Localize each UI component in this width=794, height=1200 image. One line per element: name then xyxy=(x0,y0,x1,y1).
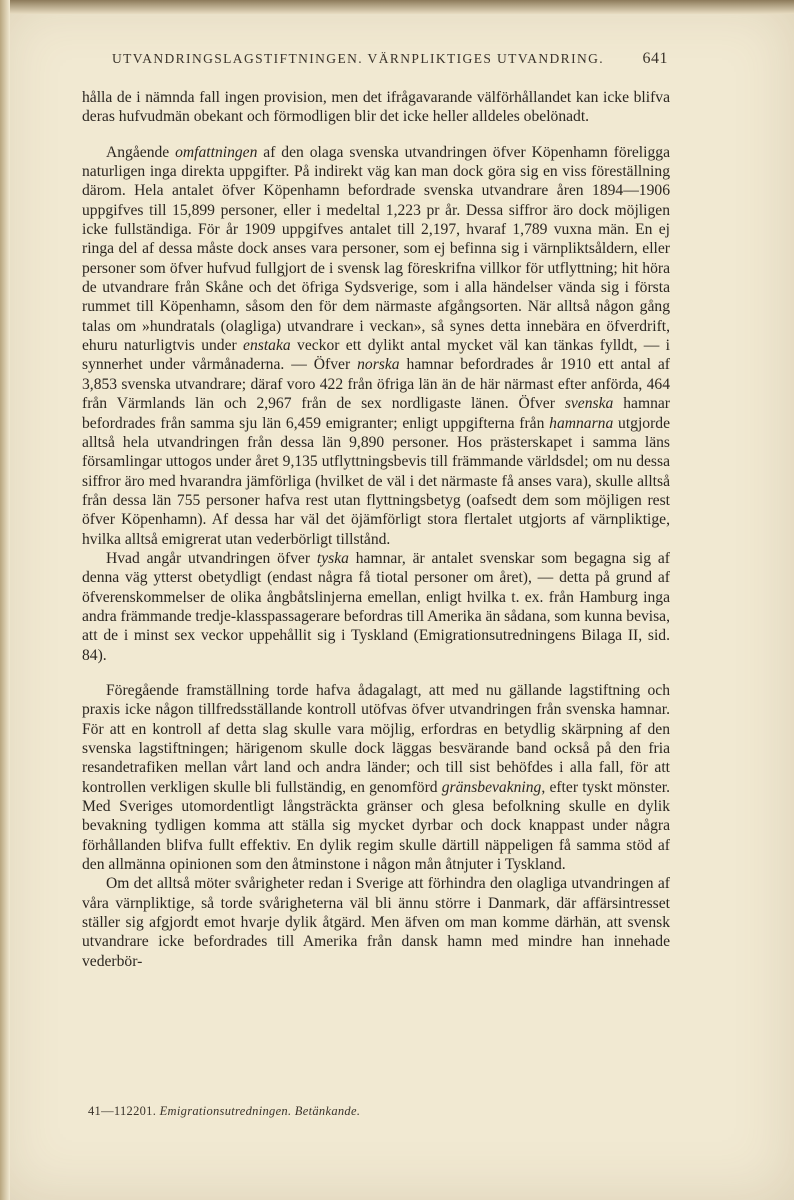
text-run: hålla de i nämnda fall ingen provision, men det ifrågavarande välförhållandet kan icke blifva deras hufvudmän obekant och förmodligen blir det icke heller alldeles obelönadt. xyxy=(82,89,670,126)
running-header xyxy=(112,50,668,68)
text-run: hamnar befordrades år 1910 ett antal af 3,853 svenska utvandrare; däraf voro 422 från öfriga län än de här närmast efter anförda, 464 från Värmlands län och 2,967 från de sex nordligaste länen. Öfver xyxy=(82,356,670,413)
text-run: Angående xyxy=(106,143,176,161)
footer-title: Emigrationsutredningen. Betänkande. xyxy=(159,1104,361,1118)
print-signature: 41—112201. xyxy=(88,1104,157,1118)
text-run: hamnar, är antalet svenskar som begagna sig af denna väg ytterst obetydligt (endast några få tiotal personer om året), — detta på grund af öfverenskommelser de olika ångbåtslinjerna emellan, enligt hvilka t. ex. från Hamburg inga andra främmande tredje-klasspassagerare befordras till Amerika än sådana, som kunna bevisa, att de i minst sex veckor uppehållit sig i Tyskland (Emigrationsutredningens Bilaga II, sid. 84). xyxy=(82,549,671,664)
binding-edge xyxy=(0,0,10,1200)
paragraph xyxy=(82,143,670,549)
body-text xyxy=(82,88,670,971)
text-run: veckor ett dylikt antal mycket väl kan tänkas fylldt, — i synnerhet under vårmånaderna. — Öfver xyxy=(82,337,670,374)
emphasized-text: norska xyxy=(357,356,400,374)
running-title: UTVANDRINGSLAGSTIFTNINGEN. VÄRNPLIKTIGES UTVANDRING. xyxy=(112,51,605,66)
text-run: utgjorde alltså hela utvandringen från dessa län 9,890 personer. Hos prästerskapet i samma läns församlingar uttogos under året 9,135 utflyttningsbevis till främmande världsdel; om nu dessa siffror äro med hvarandra jämförliga (hvilket de väl i det närmaste få anses vara), skulle alltså från dessa län 755 personer hafva rest utan flyttningsbetyg (oafsedt dem som möjligen rest öfver Köpenhamn). Af dessa har väl det öjämförligt stora flertalet utgjorts af värnpliktige, hvilka alltså emigrerat utan vederbörligt tillstånd. xyxy=(82,414,670,548)
page-number: 641 xyxy=(642,50,668,67)
page-footer xyxy=(88,1104,588,1119)
text-run: hamnar befordrades från samma sju län 6,459 emigranter; enligt uppgifterna från xyxy=(82,395,670,432)
emphasized-text: svenska xyxy=(564,395,614,413)
text-run: af den olaga svenska utvandringen öfver Köpenhamn föreligga naturligen inga direkta uppgifter. På indirekt väg kan man dock göra sig en viss föreställning därom. Hela antalet öfver Köpenhamn befordrade svenska utvandrare åren 1894—1906 uppgifves till 15,899 personer, eller i medeltal 1,223 pr år. Dessa siffror äro dock möjligen icke fullständiga. För år 1909 uppgifves antalet till 2,197, hvaraf 1,789 vuxna män. En ej ringa del af dessa måste dock anses vara personer, som ej befinna sig i värnpliktsåldern, eller personer som öfver hufvud fullgjort de i svensk lag föreskrifna villkor för utflyttning; hit höra de utvandrare från Skåne och det öfriga Sydsverige, som i alla händelser vända sig i första rummet till Köpenhamn, såsom den för dem närmaste afgångsorten. När alltså någon gång talas om »hundratals (olagliga) utvandrare i veckan», så synes detta innebära en öfverdrift, ehuru naturligtvis under xyxy=(82,143,670,355)
paragraph xyxy=(82,874,670,971)
text-run: Om det alltså möter svårigheter redan i Sverige att förhindra den olagliga utvandringen af våra värnpliktige, så torde svårigheterna väl bli ännu större i Danmark, där affärsintresset ställer sig afgjordt emot hvarje dylik åtgärd. Men äfven om man komme därhän, att svensk utvandrare icke befordrades till Amerika från dansk hamn med mindre han innehade vederbör- xyxy=(82,875,670,970)
emphasized-text: hamnarna xyxy=(549,414,614,432)
emphasized-text: omfattningen xyxy=(175,143,258,161)
emphasized-text: tyska xyxy=(316,549,349,567)
text-run: , efter tyskt mönster. Med Sveriges utomordentligt långsträckta gränser och glesa befolkning skulle en dylik bevakning tydligen komma att ställa sig mycket dyrbar och dock knappast under några förhållanden blifva fullt effektiv. En dylik regim skulle därtill näppeligen få samma stöd af den allmänna opinionen som den åtminstone i någon mån åtnjuter i Tyskland. xyxy=(82,778,670,874)
page-top-edge xyxy=(0,0,794,14)
emphasized-text: enstaka xyxy=(243,337,291,355)
text-run: Föregående framställning torde hafva ådagalagt, att med nu gällande lagstiftning och praxis icke någon tillfredsställande kontroll utöfvas öfver utvandringen från svenska hamnar. För att en kontroll af detta slag skulle vara möjlig, erfordras en betydlig skärpning af den svenska lagstiftningen; härigenom skulle dock läggas besvärande band också på den fria resandetrafiken mellan vårt land och andra länder; och till sist behöfdes i alla fall, för att kontrollen verkligen skulle bli fullständig, en genomförd xyxy=(82,681,670,796)
text-run: Hvad angår utvandringen öfver xyxy=(106,549,317,567)
emphasized-text: gränsbevakning xyxy=(441,778,542,796)
paragraph xyxy=(82,549,670,665)
paragraph xyxy=(82,88,670,127)
paragraph xyxy=(82,681,670,874)
